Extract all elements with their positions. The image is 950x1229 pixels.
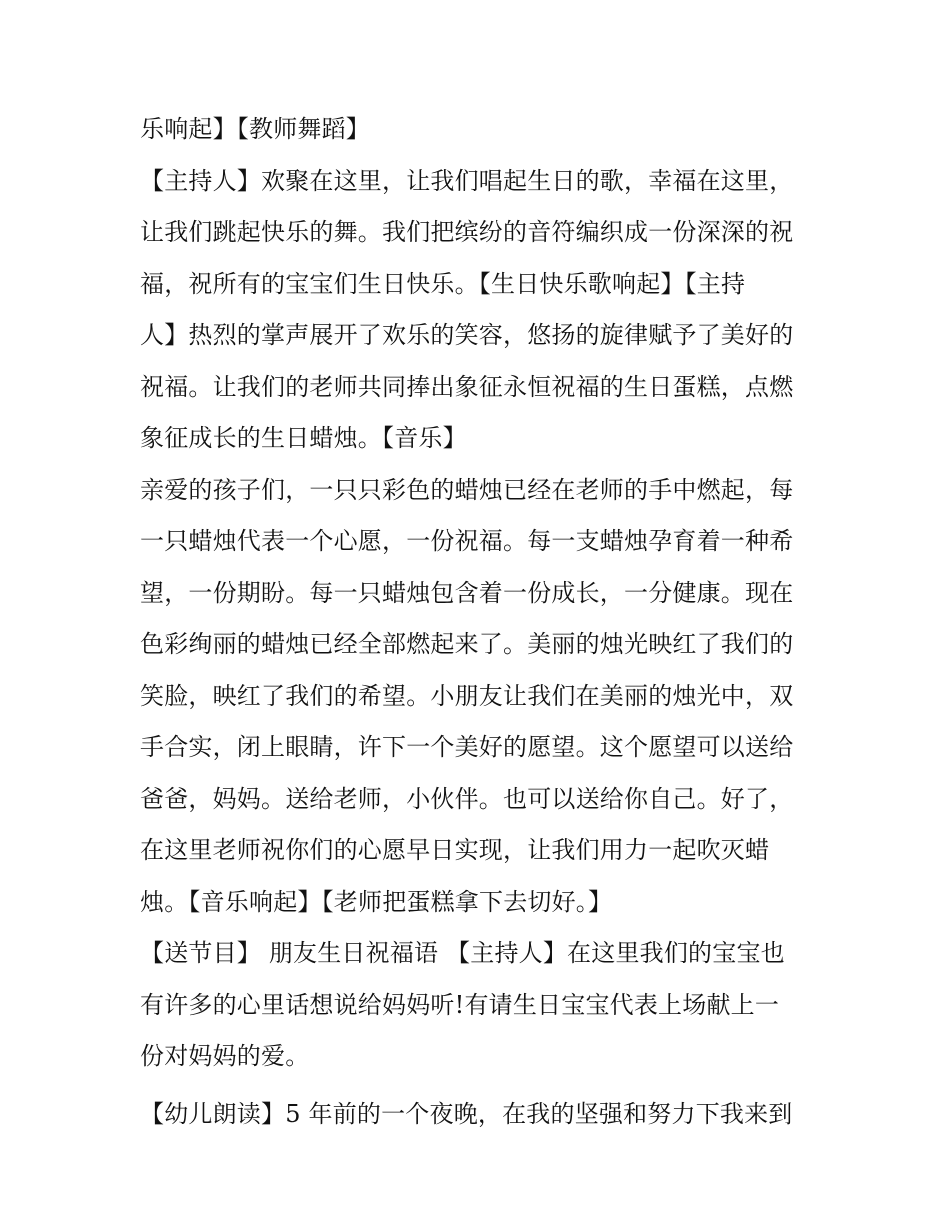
text-line: 【幼儿朗读】5 年前的一个夜晚，在我的坚强和努力下我来到 xyxy=(140,1099,793,1128)
text-line: 望，一份期盼。每一只蜡烛包含着一份成长，一分健康。现在 xyxy=(140,578,794,607)
text-line: 有许多的心里话想说给妈妈听!有请生日宝宝代表上场献上一 xyxy=(140,990,780,1019)
text-line: 亲爱的孩子们，一只只彩色的蜡烛已经在老师的手中燃起，每 xyxy=(140,475,794,504)
text-line: 手合实，闭上眼睛，许下一个美好的愿望。这个愿望可以送给 xyxy=(140,733,794,761)
text-line: 福，祝所有的宝宝们生日快乐。【生日快乐歌响起】【主持 xyxy=(140,269,746,298)
text-line: 象征成长的生日蜡烛。【音乐】 xyxy=(140,424,467,452)
text-line: 份对妈妈的爱。 xyxy=(140,1042,310,1070)
text-line: 【送节目】 朋友生日祝福语 【主持人】在这里我们的宝宝也 xyxy=(140,939,785,967)
text-line: 祝福。让我们的老师共同捧出象征永恒祝福的生日蛋糕，点燃 xyxy=(140,372,794,401)
text-line: 爸爸，妈妈。送给老师，小伙伴。也可以送给你自己。好了， xyxy=(140,784,794,813)
text-line: 烛。【音乐响起】【老师把蛋糕拿下去切好。】 xyxy=(140,887,613,916)
text-line: 【主持人】欢聚在这里，让我们唱起生日的歌，幸福在这里， xyxy=(140,166,794,195)
text-line: 让我们跳起快乐的舞。我们把缤纷的音符编织成一份深深的祝 xyxy=(140,218,794,246)
text-line: 色彩绚丽的蜡烛已经全部燃起来了。美丽的烛光映红了我们的 xyxy=(140,630,794,658)
text-line: 乐响起】【教师舞蹈】 xyxy=(140,115,370,143)
text-line: 一只蜡烛代表一个心愿，一份祝福。每一支蜡烛孕育着一种希 xyxy=(140,527,794,555)
text-line: 人】热烈的掌声展开了欢乐的笑容，悠扬的旋律赋予了美好的 xyxy=(140,321,794,349)
document-body xyxy=(140,104,820,1140)
text-line: 笑脸，映红了我们的希望。小朋友让我们在美丽的烛光中，双 xyxy=(140,681,794,710)
text-line: 在这里老师祝你们的心愿早日实现，让我们用力一起吹灭蜡 xyxy=(140,836,770,864)
